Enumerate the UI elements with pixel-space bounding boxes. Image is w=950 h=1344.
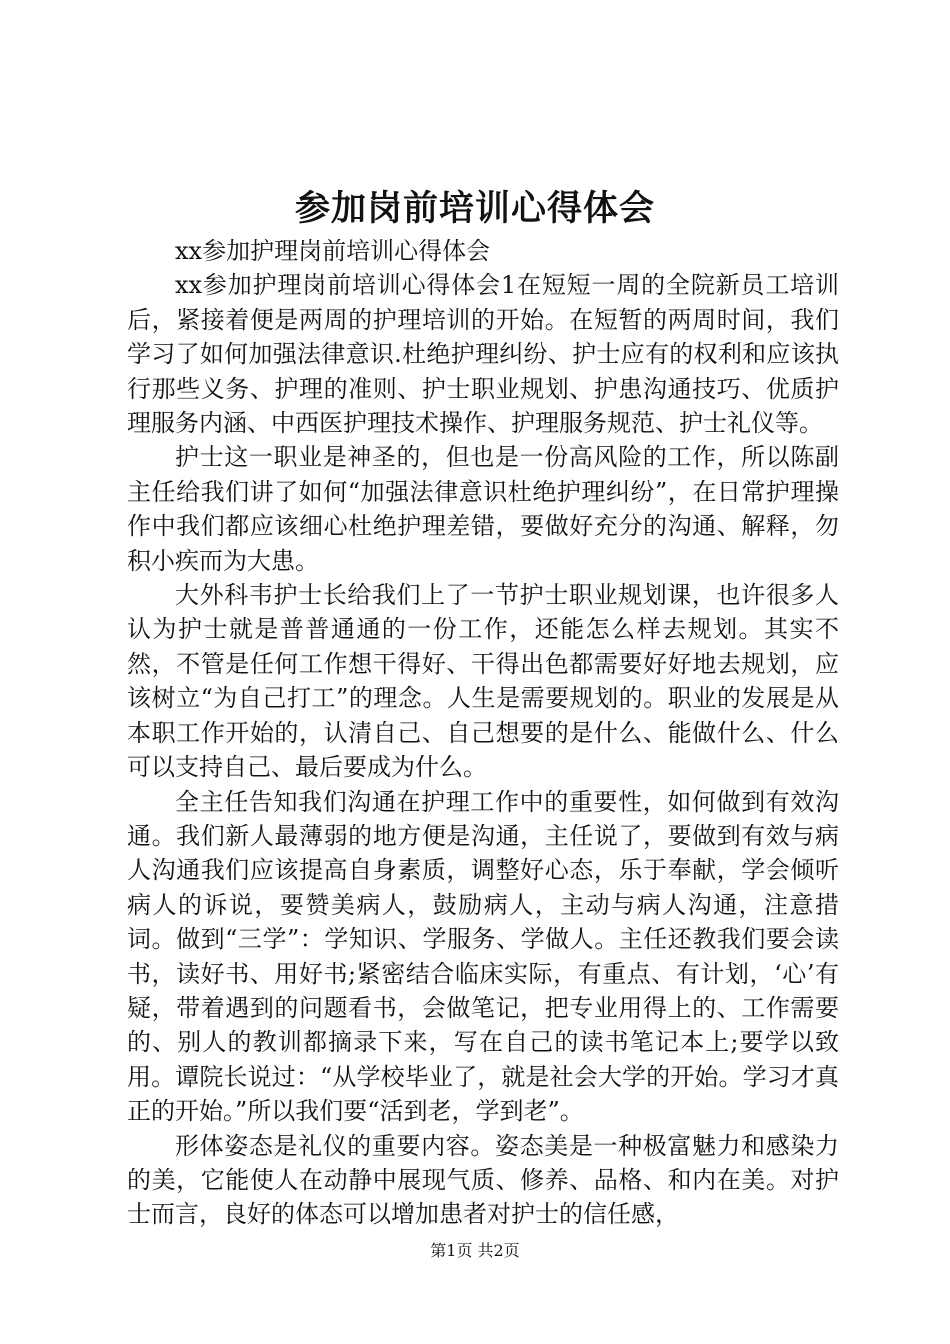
paragraph-career-planning: 大外科韦护士长给我们上了一节护士职业规划课，也许很多人认为护士就是普普通通的一份工作，还能怎么样去规划。其实不然，不管是任何工作想干得好、干得出色都需要好好地去规划，应该树立“为自己打工”的理念。人生是需要规划的。职业的发展是从本职工作开始的，认清自己、自己想要的是什么、能做什么、什么可以支持自己、最后要成为什么。: [127, 581, 839, 782]
paragraph-communication: 全主任告知我们沟通在护理工作中的重要性，如何做到有效沟通。我们新人最薄弱的地方便是沟通，主任说了，要做到有效与病人沟通我们应该提高自身素质，调整好心态，乐于奉献，学会倾听病人的诉说，要赞美病人，鼓励病人，主动与病人沟通，注意措词。做到“三学”：学知识、学服务、学做人。主任还教我们要会读书，读好书、用好书;紧密结合临床实际，有重点、有计划，‘心’有疑，带着遇到的问题看书，会做笔记，把专业用得上的、工作需要的、别人的教训都摘录下来，写在自己的读书笔记本上;要学以致用。谭院长说过：“从学校毕业了，就是社会大学的开始。学习才真正的开始。”所以我们要“活到老，学到老”。: [127, 787, 839, 1126]
paragraph-posture: 形体姿态是礼仪的重要内容。姿态美是一种极富魅力和感染力的美，它能使人在动静中展现气质、修养、品格、和内在美。对护士而言，良好的体态可以增加患者对护士的信任感，: [127, 1131, 839, 1229]
paragraph-legal-awareness: 护士这一职业是神圣的，但也是一份高风险的工作，所以陈副主任给我们讲了如何“加强法律意识杜绝护理纠纷”，在日常护理操作中我们都应该细心杜绝护理差错，要做好充分的沟通、解释，勿积小疾而为大患。: [127, 443, 839, 575]
document-body: [127, 234, 839, 1232]
document-title: 参加岗前培训心得体会: [294, 189, 655, 229]
page-footer: 第1页 共2页: [430, 1241, 520, 1260]
paragraph-subtitle: xx参加护理岗前培训心得体会: [175, 237, 491, 265]
paragraph-intro: xx参加护理岗前培训心得体会1在短短一周的全院新员工培训后，紧接着便是两周的护理培训的开始。在短暂的两周时间，我们学习了如何加强法律意识.杜绝护理纠纷、护士应有的权利和应该执行那些义务、护理的准则、护士职业规划、护患沟通技巧、优质护理服务内涵、中西医护理技术操作、护理服务规范、护士礼仪等。: [127, 271, 839, 438]
